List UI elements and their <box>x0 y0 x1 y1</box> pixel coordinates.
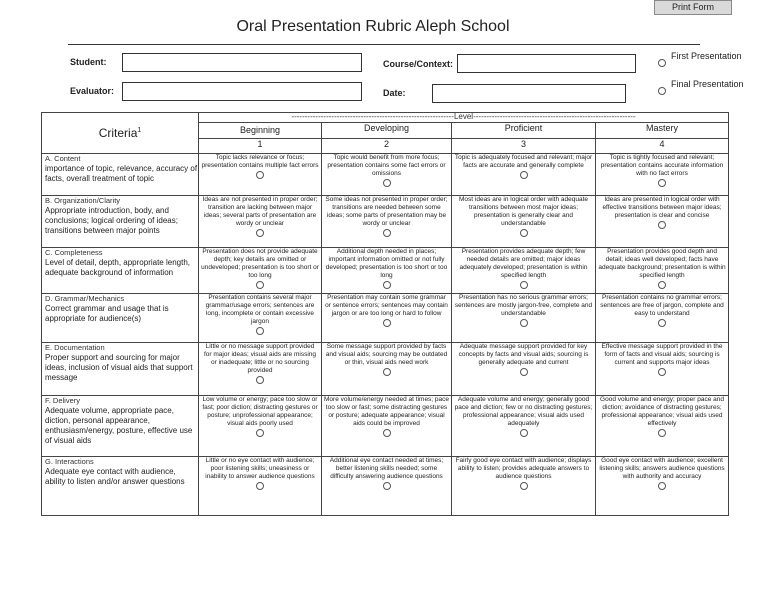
rating-cell <box>452 154 596 196</box>
criteria-name: D. Grammar/Mechanics <box>45 294 125 303</box>
rating-cell <box>322 154 452 196</box>
rubric-row-documentation <box>42 343 729 396</box>
rating-description: Good volume and energy; proper pace and diction; avoidance of distracting gestures; professional appearance; visual aids used effectively <box>600 396 724 427</box>
criteria-description: Adequate eye contact with audience, ability to listen and/or answer questions <box>45 467 185 486</box>
rating-radio[interactable] <box>256 429 264 437</box>
rating-cell <box>596 294 729 343</box>
criteria-name: F. Delivery <box>45 396 81 405</box>
rating-radio[interactable] <box>256 171 264 179</box>
criteria-cell <box>42 294 199 343</box>
criteria-cell <box>42 396 199 457</box>
rating-cell <box>452 396 596 457</box>
rating-radio[interactable] <box>520 229 528 237</box>
rating-cell <box>199 457 322 516</box>
rating-radio[interactable] <box>658 368 666 376</box>
rubric-row-organization <box>42 196 729 248</box>
rating-radio[interactable] <box>256 327 264 335</box>
level-num-3: 3 <box>452 139 596 154</box>
rating-radio[interactable] <box>520 319 528 327</box>
rating-description: Presentation has no serious grammar errors; sentences are mostly jargon-free, complete and understandable <box>454 294 593 317</box>
rating-description: Presentation contains no grammar errors; sentences are free of jargon, complete and easy to understand <box>600 294 724 317</box>
rating-radio[interactable] <box>658 179 666 187</box>
rating-cell <box>199 196 322 248</box>
criteria-name: G. Interactions <box>45 457 94 466</box>
criteria-description: Appropriate introduction, body, and conclusions; logical ordering of ideas; transitions between major points <box>45 206 178 235</box>
rating-description: Some ideas not presented in proper order; transitions are needed between some ideas; some parts of presentation may be wordy or unclear <box>325 196 448 227</box>
criteria-description: Proper support and sourcing for major ideas, inclusion of visual aids that support message <box>45 353 193 382</box>
rating-radio[interactable] <box>520 171 528 179</box>
rubric-table <box>41 112 729 516</box>
rating-description: Good eye contact with audience; excellent listening skills; answers audience questions with authority and accuracy <box>599 457 725 480</box>
final-presentation-label: Final Presentation <box>671 79 744 89</box>
rating-radio[interactable] <box>256 229 264 237</box>
rating-radio[interactable] <box>256 376 264 384</box>
rating-cell <box>322 248 452 294</box>
rating-radio[interactable] <box>383 179 391 187</box>
level-num-1: 1 <box>199 139 322 154</box>
criteria-cell <box>42 343 199 396</box>
rating-radio[interactable] <box>658 221 666 229</box>
rating-description: Presentation provides good depth and detail; ideas well developed; facts have adequate background; presentation is within specified length <box>598 248 726 279</box>
rating-radio[interactable] <box>383 229 391 237</box>
rating-cell <box>452 294 596 343</box>
rating-description: Fairly good eye contact with audience; displays ability to listen; provides adequate answers to audience questions <box>455 457 592 480</box>
criteria-cell <box>42 457 199 516</box>
rating-description: Adequate volume and energy; generally good pace and diction; few or no distracting gestures; professional appearance; visual aids used adequately <box>454 396 593 427</box>
rating-radio[interactable] <box>383 429 391 437</box>
rating-description: Presentation does not provide adequate depth; key details are omitted or undeveloped; presentation is too short or too long <box>201 248 319 279</box>
rating-radio[interactable] <box>520 482 528 490</box>
rubric-row-grammar <box>42 294 729 343</box>
rating-description: Some message support provided by facts and visual aids; sourcing may be outdated or thin, visual aids need work <box>325 343 448 366</box>
rating-radio[interactable] <box>520 368 528 376</box>
rating-radio[interactable] <box>520 281 528 289</box>
rating-description: Topic is tightly focused and relevant; presentation contains accurate information with no fact errors <box>600 154 724 177</box>
criteria-description: Level of detail, depth, appropriate length, adequate background of information <box>45 258 190 277</box>
page-title: Oral Presentation Rubric Aleph School <box>236 18 510 35</box>
rubric-row-content <box>42 154 729 196</box>
level-name-mastery: Mastery <box>596 123 729 139</box>
rating-description: Topic lacks relevance or focus; presentation contains multiple fact errors <box>201 154 319 169</box>
rating-description: Most ideas are in logical order with adequate transitions between most major ideas; presentation is generally clear and understandable <box>459 196 588 227</box>
course-field[interactable] <box>457 54 636 73</box>
rating-description: Effective message support provided in the form of facts and visual aids; sourcing is current and supports major ideas <box>601 343 723 366</box>
rating-radio[interactable] <box>658 319 666 327</box>
rating-description: Little or no eye contact with audience; poor listening skills; uneasiness or inability to answer audience questions <box>205 457 315 480</box>
rating-description: Additional eye contact needed at times; better listening skills needed; some difficulty answering audience questions <box>329 457 444 480</box>
rating-cell <box>199 248 322 294</box>
evaluator-field[interactable] <box>122 82 362 101</box>
level-bar-cell <box>199 113 729 123</box>
rating-description: Topic would benefit from more focus; presentation contains some fact errors or omissions <box>327 154 446 177</box>
rating-cell <box>452 248 596 294</box>
rating-radio[interactable] <box>383 482 391 490</box>
criteria-description: Correct grammar and usage that is appropriate for audience(s) <box>45 304 169 323</box>
rating-description: Low volume or energy; pace too slow or fast; poor diction; distracting gestures or posture; unprofessional appearance; visual aids poorly used <box>202 396 318 427</box>
rubric-row-delivery <box>42 396 729 457</box>
rating-description: Presentation contains several major grammar/usage errors; sentences are long, incomplete or contain excessive jargon <box>205 294 315 325</box>
rating-cell <box>322 196 452 248</box>
criteria-header-label: Criteria <box>98 126 138 140</box>
rating-cell <box>452 457 596 516</box>
rating-cell <box>596 248 729 294</box>
rating-cell <box>596 154 729 196</box>
rating-description: Additional depth needed in places; important information omitted or not fully developed; presentation is too short or too long <box>325 248 448 279</box>
rating-radio[interactable] <box>383 368 391 376</box>
rating-description: Ideas are presented in logical order with effective transitions between major ideas; presentation is clear and concise <box>602 196 722 219</box>
student-field[interactable] <box>122 53 362 72</box>
criteria-footnote: 1 <box>137 127 142 134</box>
rating-cell <box>322 396 452 457</box>
final-presentation-radio[interactable] <box>658 87 666 95</box>
rating-description: Topic is adequately focused and relevant; major facts are accurate and generally complete <box>454 154 593 169</box>
rating-cell <box>596 396 729 457</box>
rating-radio[interactable] <box>256 281 264 289</box>
criteria-cell <box>42 248 199 294</box>
rating-description: Adequate message support provided for key concepts by facts and visual aids; sourcing is generally adequate and current <box>458 343 589 366</box>
criteria-cell <box>42 196 199 248</box>
rating-cell <box>199 154 322 196</box>
criteria-name: C. Completeness <box>45 248 103 257</box>
rating-cell <box>596 457 729 516</box>
rubric-row-completeness <box>42 248 729 294</box>
rating-cell <box>199 294 322 343</box>
rating-radio[interactable] <box>658 429 666 437</box>
criteria-description: importance of topic, relevance, accuracy of facts, overall treatment of topic <box>45 164 198 183</box>
date-label: Date: <box>383 88 406 98</box>
rating-cell <box>452 343 596 396</box>
first-presentation-label: First Presentation <box>671 51 742 61</box>
criteria-name: B. Organization/Clarity <box>45 196 121 205</box>
rubric-header-row <box>42 113 729 123</box>
level-bar: -------------------------------------------------------------Level------------------------------------------------------------- <box>291 113 636 121</box>
title-divider <box>68 44 700 45</box>
rating-radio[interactable] <box>658 281 666 289</box>
rating-cell <box>199 396 322 457</box>
rating-radio[interactable] <box>520 429 528 437</box>
level-num-2: 2 <box>322 139 452 154</box>
print-form-button[interactable]: Print Form <box>654 0 732 15</box>
student-label: Student: <box>70 57 107 67</box>
date-field[interactable] <box>432 84 626 103</box>
criteria-name: A. Content <box>45 154 81 163</box>
level-name-proficient: Proficient <box>452 123 596 139</box>
rating-cell <box>596 343 729 396</box>
rating-description: Presentation may contain some grammar or sentence errors; sentences may contain jargon or are too long or hard to follow <box>325 294 448 317</box>
rating-cell <box>596 196 729 248</box>
rating-radio[interactable] <box>256 482 264 490</box>
level-name-developing: Developing <box>322 123 452 139</box>
evaluator-label: Evaluator: <box>70 86 115 96</box>
rating-cell <box>322 343 452 396</box>
rating-radio[interactable] <box>383 319 391 327</box>
first-presentation-radio[interactable] <box>658 59 666 67</box>
rating-description: Ideas are not presented in proper order; transition are lacking between major ideas; several parts of presentation are wordy or unclear <box>202 196 318 227</box>
level-name-beginning: Beginning <box>199 123 322 139</box>
criteria-cell <box>42 154 199 196</box>
rubric-row-interactions <box>42 457 729 516</box>
criteria-header <box>42 113 199 154</box>
rating-cell <box>199 343 322 396</box>
rating-description: Little or no message support provided for major ideas; visual aids are missing or inadequate; little or no sourcing provided <box>204 343 316 374</box>
rating-cell <box>322 294 452 343</box>
rating-description: Presentation provides adequate depth; few needed details are omitted; major ideas adequately developed; presentation is within specified length <box>459 248 588 279</box>
level-num-4: 4 <box>596 139 729 154</box>
rating-cell <box>452 196 596 248</box>
rating-description: More volume/energy needed at times; pace too slow or fast; some distracting gestures or posture; adequate appearance; visual aids could be improved <box>324 396 450 427</box>
criteria-description: Adequate volume, appropriate pace, diction, personal appearance, enthusiasm/energy, posture, effective use of visual aids <box>45 406 193 445</box>
course-label: Course/Context: <box>383 59 454 69</box>
rating-cell <box>322 457 452 516</box>
rating-radio[interactable] <box>383 281 391 289</box>
rating-radio[interactable] <box>658 482 666 490</box>
criteria-name: E. Documentation <box>45 343 105 352</box>
